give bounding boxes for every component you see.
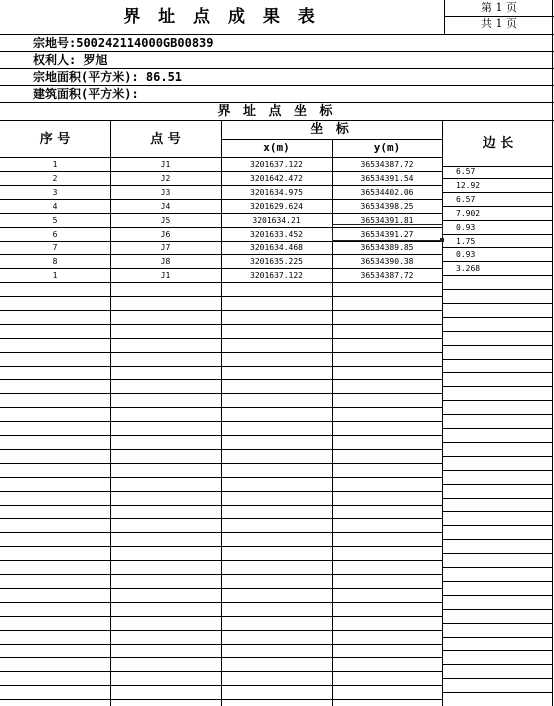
- grid-line-h: [442, 511, 552, 512]
- grid-line-v: [221, 120, 222, 706]
- grid-line-h: [0, 644, 442, 645]
- col-header-edge: 边 长: [482, 136, 514, 151]
- grid-line-v: [442, 120, 443, 706]
- row-y[interactable]: 36534390.38: [360, 257, 414, 267]
- row-point[interactable]: J8: [160, 257, 171, 267]
- grid-line-h: [442, 678, 552, 679]
- row-seq[interactable]: 7: [52, 243, 58, 253]
- grid-line-h: [442, 414, 552, 415]
- row-y[interactable]: 36534387.72: [360, 271, 414, 281]
- col-header-seq: 序 号: [39, 132, 71, 147]
- grid-line-h: [0, 102, 554, 103]
- row-x[interactable]: 3201637.122: [250, 160, 303, 169]
- row-y[interactable]: 36534398.25: [360, 201, 414, 211]
- grid-line-h: [0, 366, 442, 367]
- edge-length[interactable]: 6.57: [456, 194, 476, 204]
- row-seq[interactable]: 8: [52, 257, 58, 267]
- row-x[interactable]: 3201637.122: [250, 271, 303, 281]
- col-header-y: y(m): [373, 141, 401, 154]
- grid-line-h: [0, 338, 442, 339]
- row-point[interactable]: J2: [160, 173, 171, 183]
- grid-line-h: [442, 650, 552, 651]
- section-title: 界 址 点 坐 标: [217, 104, 337, 119]
- row-y[interactable]: 36534402.06: [360, 187, 414, 197]
- grid-line-h: [442, 289, 552, 290]
- row-y[interactable]: 36534391.54: [360, 173, 414, 183]
- grid-line-h: [442, 359, 552, 360]
- edge-length[interactable]: 0.93: [456, 222, 476, 232]
- grid-line-h: [0, 699, 442, 700]
- grid-line-h: [0, 268, 442, 269]
- grid-line-h: [0, 560, 442, 561]
- grid-line-h: [442, 567, 552, 568]
- row-x[interactable]: 3201633.452: [250, 229, 303, 239]
- col-header-coord: 坐 标: [310, 122, 353, 137]
- grid-line-v: [444, 0, 445, 34]
- row-x[interactable]: 3201634.975: [250, 187, 303, 197]
- grid-line-h: [442, 317, 552, 318]
- col-header-point: 点 号: [150, 132, 181, 147]
- grid-line-h: [444, 16, 554, 17]
- row-seq[interactable]: 4: [52, 201, 58, 211]
- grid-line-h: [0, 685, 442, 686]
- selected-cell[interactable]: [332, 224, 443, 241]
- grid-line-h: [442, 386, 552, 387]
- grid-line-h: [442, 595, 552, 596]
- grid-line-h: [442, 220, 552, 221]
- grid-line-h: [0, 34, 554, 35]
- grid-line-h: [0, 491, 442, 492]
- grid-line-h: [0, 532, 442, 533]
- grid-line-h: [442, 442, 552, 443]
- grid-line-h: [442, 303, 552, 304]
- owner-name: 权利人: 罗旭: [33, 53, 108, 67]
- grid-line-h: [0, 477, 442, 478]
- grid-line-h: [442, 581, 552, 582]
- row-point[interactable]: J7: [160, 243, 171, 253]
- grid-line-h: [442, 247, 552, 248]
- grid-line-h: [0, 171, 442, 172]
- grid-line-h: [0, 85, 554, 86]
- parcel-area: 宗地面积(平方米): 86.51: [33, 70, 183, 84]
- grid-line-h: [442, 456, 552, 457]
- row-seq[interactable]: 5: [52, 215, 58, 225]
- grid-line-h: [0, 296, 442, 297]
- grid-line-h: [0, 324, 442, 325]
- row-x[interactable]: 3201642.472: [250, 173, 303, 183]
- grid-line-h: [0, 630, 442, 631]
- grid-line-h: [0, 310, 442, 311]
- fill-handle[interactable]: [440, 238, 444, 242]
- row-x[interactable]: 3201635.225: [250, 257, 303, 267]
- grid-line-h: [442, 345, 552, 346]
- grid-line-h: [442, 331, 552, 332]
- grid-line-h: [0, 379, 442, 380]
- edge-length[interactable]: 7.902: [456, 208, 481, 218]
- grid-line-h: [0, 213, 442, 214]
- edge-length[interactable]: 1.75: [456, 236, 476, 246]
- grid-line-h: [0, 449, 442, 450]
- grid-line-h: [442, 539, 552, 540]
- grid-line-h: [0, 407, 442, 408]
- grid-line-h: [0, 199, 442, 200]
- page-current: 第 1 页: [481, 1, 517, 14]
- grid-line-h: [442, 234, 552, 235]
- page-total: 共 1 页: [481, 17, 517, 30]
- row-y[interactable]: 36534389.85: [360, 243, 414, 253]
- row-seq[interactable]: 2: [52, 173, 58, 183]
- grid-line-h: [0, 671, 442, 672]
- grid-line-h: [0, 463, 442, 464]
- row-point[interactable]: J1: [160, 160, 171, 169]
- grid-line-h: [442, 553, 552, 554]
- grid-line-h: [0, 574, 442, 575]
- grid-line-h: [442, 470, 552, 471]
- grid-line-h: [442, 192, 552, 193]
- parcel-number: 宗地号:500242114000GB00839: [33, 36, 214, 50]
- edge-length[interactable]: 3.268: [456, 264, 481, 274]
- edge-length[interactable]: 0.93: [456, 250, 476, 260]
- row-y[interactable]: 36534391.81: [360, 215, 414, 225]
- grid-line-h: [442, 637, 552, 638]
- grid-line-h: [0, 51, 554, 52]
- row-x[interactable]: 3201634.21: [252, 215, 301, 225]
- row-seq[interactable]: 3: [52, 187, 58, 197]
- grid-line-h: [442, 525, 552, 526]
- grid-line-h: [0, 120, 554, 121]
- row-y[interactable]: 36534391.27: [360, 229, 414, 239]
- row-x[interactable]: 3201634.468: [250, 243, 303, 253]
- grid-line-h: [442, 428, 552, 429]
- grid-line-h: [0, 241, 442, 242]
- grid-line-h: [442, 664, 552, 665]
- row-point[interactable]: J5: [160, 215, 171, 225]
- grid-line-h: [442, 623, 552, 624]
- grid-line-h: [0, 505, 442, 506]
- grid-line-h: [0, 546, 442, 547]
- grid-line-h: [442, 178, 552, 179]
- grid-line-h: [442, 372, 552, 373]
- grid-line-h: [0, 282, 442, 283]
- building-area: 建筑面积(平方米):: [33, 87, 139, 101]
- grid-line-h: [442, 275, 552, 276]
- grid-line-h: [0, 518, 442, 519]
- row-seq[interactable]: 1: [52, 160, 58, 169]
- grid-line-h: [442, 484, 552, 485]
- grid-line-h: [0, 602, 442, 603]
- row-seq[interactable]: 6: [52, 229, 58, 239]
- grid-line-h: [442, 609, 552, 610]
- grid-line-h: [0, 588, 442, 589]
- col-header-x: x(m): [263, 141, 290, 154]
- grid-line-h: [0, 393, 442, 394]
- row-point[interactable]: J4: [160, 201, 171, 211]
- row-point[interactable]: J6: [160, 229, 171, 239]
- grid-line-h: [442, 400, 552, 401]
- grid-line-h: [0, 616, 442, 617]
- grid-line-h: [442, 692, 552, 693]
- grid-line-h: [0, 435, 442, 436]
- grid-line-h: [0, 254, 442, 255]
- row-point[interactable]: J3: [160, 187, 171, 197]
- row-seq[interactable]: 1: [52, 271, 58, 281]
- page-title: 界 址 点 成 果 表: [123, 7, 321, 27]
- edge-length[interactable]: 6.57: [456, 167, 476, 176]
- grid-line-h: [0, 68, 554, 69]
- grid-line-h: [0, 352, 442, 353]
- row-point[interactable]: J1: [160, 271, 171, 281]
- grid-line-h: [0, 657, 442, 658]
- grid-line-h: [0, 185, 442, 186]
- row-x[interactable]: 3201629.624: [250, 201, 303, 211]
- edge-length[interactable]: 12.92: [456, 180, 481, 190]
- grid-line-h: [442, 206, 552, 207]
- grid-line-v: [552, 0, 553, 706]
- grid-line-v: [110, 120, 111, 706]
- grid-line-h: [442, 498, 552, 499]
- grid-line-h: [442, 261, 552, 262]
- grid-line-h: [442, 166, 552, 167]
- row-y[interactable]: 36534387.72: [360, 160, 414, 169]
- grid-line-h: [0, 421, 442, 422]
